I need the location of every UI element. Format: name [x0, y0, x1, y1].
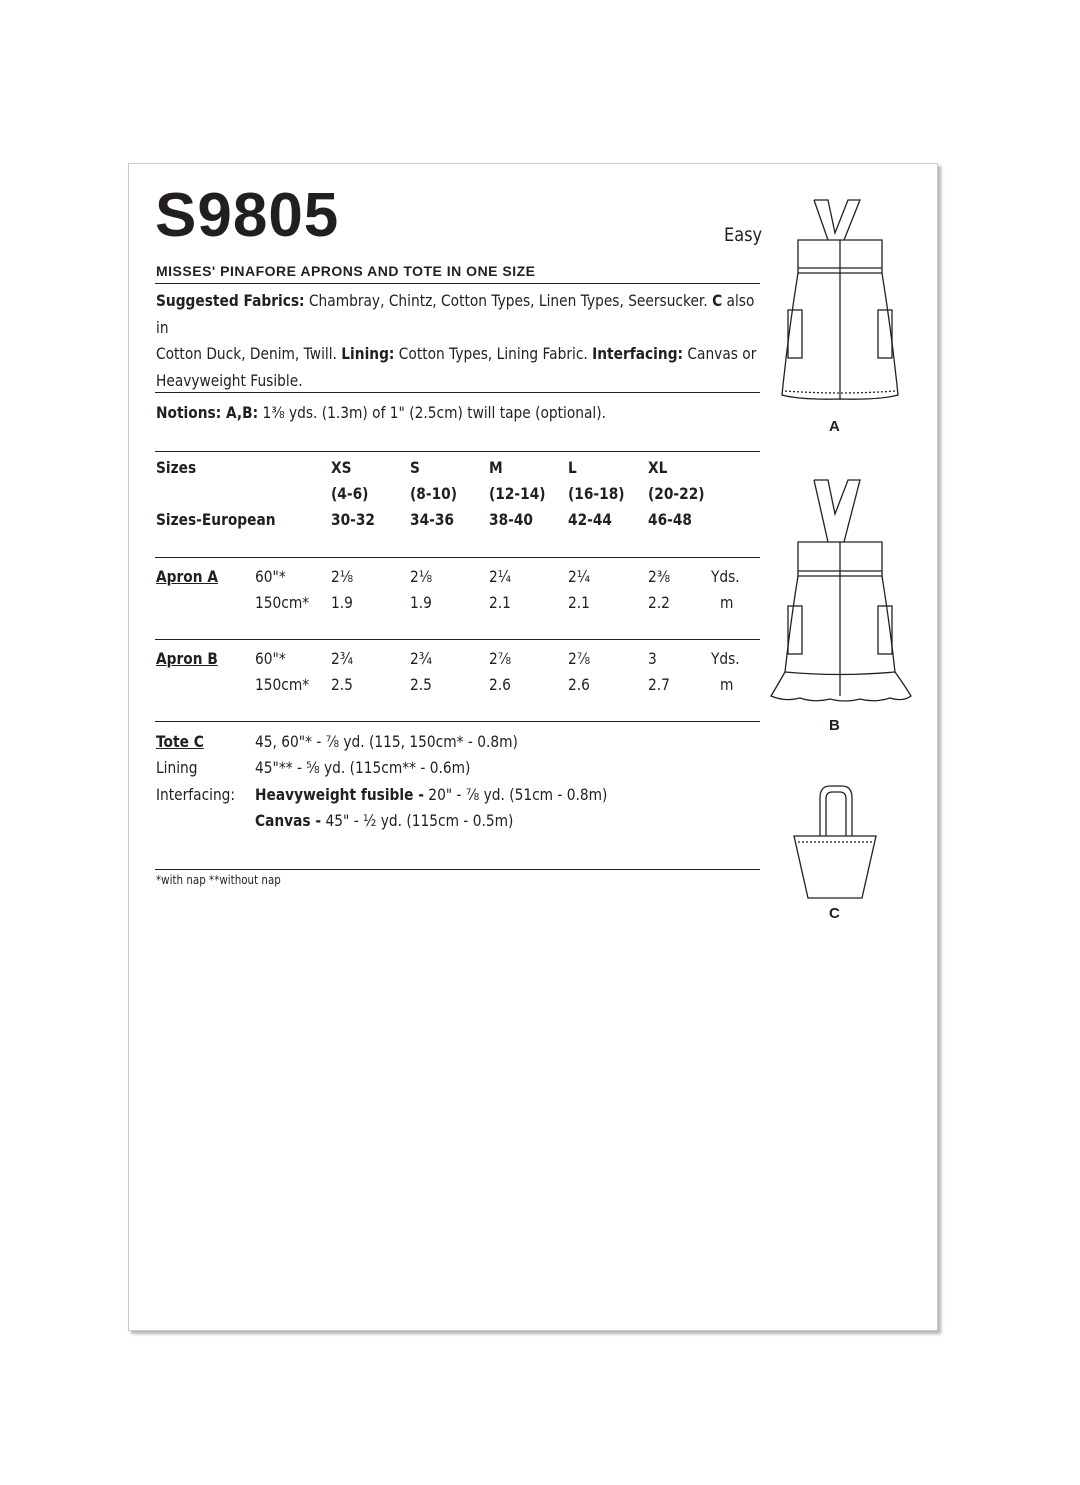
yardage-cell: 2⅛ [331, 567, 354, 586]
size-l-eu: 42-44 [568, 510, 613, 529]
notions: Notions: A,B: 1⅜ yds. (1.3m) of 1" (2.5cm) twill tape (optional). [156, 403, 606, 422]
yardage-cell: 2.6 [568, 675, 590, 694]
yardage-cell: 2.5 [331, 675, 353, 694]
unit-label: m [720, 593, 734, 612]
yardage-cell: 2⅞ [489, 649, 512, 668]
lining-label: Lining [156, 758, 198, 777]
size-xl-eu: 46-48 [648, 510, 693, 529]
divider [155, 392, 760, 393]
size-xs-eu: 30-32 [331, 510, 376, 529]
divider [155, 283, 760, 284]
yardage-cell: 3 [648, 649, 657, 668]
difficulty-label: Easy [724, 224, 763, 246]
yardage-cell: 2.5 [410, 675, 432, 694]
fusible-yardage: Heavyweight fusible - 20" - ⅞ yd. (51cm - 0.8m) [255, 785, 608, 804]
yardage-cell: 2⅜ [648, 567, 671, 586]
size-m: M [489, 458, 503, 477]
apron-a-label: Apron A [156, 567, 218, 586]
yardage-cell: 2¼ [489, 567, 512, 586]
yardage-cell: 2⅞ [568, 649, 591, 668]
interfacing-label: Interfacing: [156, 785, 236, 804]
apron-a-width-2: 150cm* [255, 593, 310, 612]
yardage-cell: 2.7 [648, 675, 670, 694]
apron-b-sketch [765, 476, 915, 716]
canvas-yardage: Canvas - 45" - ½ yd. (115cm - 0.5m) [255, 811, 514, 830]
yardage-cell: 2¾ [331, 649, 354, 668]
yardage-cell: 2.6 [489, 675, 511, 694]
size-xs: XS [331, 458, 352, 477]
view-a-label: A [829, 418, 840, 435]
apron-b-width-1: 60"* [255, 649, 286, 668]
yardage-cell: 2⅛ [410, 567, 433, 586]
tote-yardage: 45, 60"* - ⅞ yd. (115, 150cm* - 0.8m) [255, 732, 518, 751]
tote-c-sketch [790, 784, 880, 904]
view-b-label: B [829, 717, 840, 734]
unit-label: m [720, 675, 734, 694]
unit-label: Yds. [711, 649, 740, 668]
size-xl: XL [648, 458, 668, 477]
divider [155, 557, 760, 558]
size-m-eu: 38-40 [489, 510, 534, 529]
size-s: S [410, 458, 420, 477]
apron-b-label: Apron B [156, 649, 218, 668]
size-l: L [568, 458, 577, 477]
footnote: *with nap **without nap [156, 873, 281, 887]
size-xs-range: (4-6) [331, 484, 369, 503]
yardage-cell: 2.1 [489, 593, 511, 612]
yardage-cell: 1.9 [410, 593, 432, 612]
yardage-cell: 2.1 [568, 593, 590, 612]
apron-a-width-1: 60"* [255, 567, 286, 586]
yardage-cell: 2.2 [648, 593, 670, 612]
suggested-fabrics: Suggested Fabrics: Chambray, Chintz, Cotton Types, Linen Types, Seersucker. C also in Cotton Duck, Denim, Twill. Lining: Cotton Types, Lining Fabric. Interfacing: Canvas or Heavyweight Fusible. [156, 291, 757, 390]
divider [155, 721, 760, 722]
yardage-cell: 2¾ [410, 649, 433, 668]
size-s-eu: 34-36 [410, 510, 455, 529]
pattern-number: S9805 [155, 181, 340, 250]
divider [155, 451, 760, 452]
yardage-cell: 2¼ [568, 567, 591, 586]
apron-b-width-2: 150cm* [255, 675, 310, 694]
sizes-european-label: Sizes-European [156, 510, 276, 529]
yardage-cell: 1.9 [331, 593, 353, 612]
size-xl-range: (20-22) [648, 484, 705, 503]
view-c-label: C [829, 905, 840, 922]
divider [155, 869, 760, 870]
unit-label: Yds. [711, 567, 740, 586]
sizes-label: Sizes [156, 458, 197, 477]
size-l-range: (16-18) [568, 484, 625, 503]
apron-a-sketch [770, 195, 910, 425]
lining-yardage: 45"** - ⅝ yd. (115cm** - 0.6m) [255, 758, 471, 777]
size-s-range: (8-10) [410, 484, 458, 503]
pattern-title: MISSES' PINAFORE APRONS AND TOTE IN ONE SIZE [156, 263, 536, 279]
size-m-range: (12-14) [489, 484, 546, 503]
divider [155, 639, 760, 640]
tote-c-label: Tote C [156, 732, 204, 751]
